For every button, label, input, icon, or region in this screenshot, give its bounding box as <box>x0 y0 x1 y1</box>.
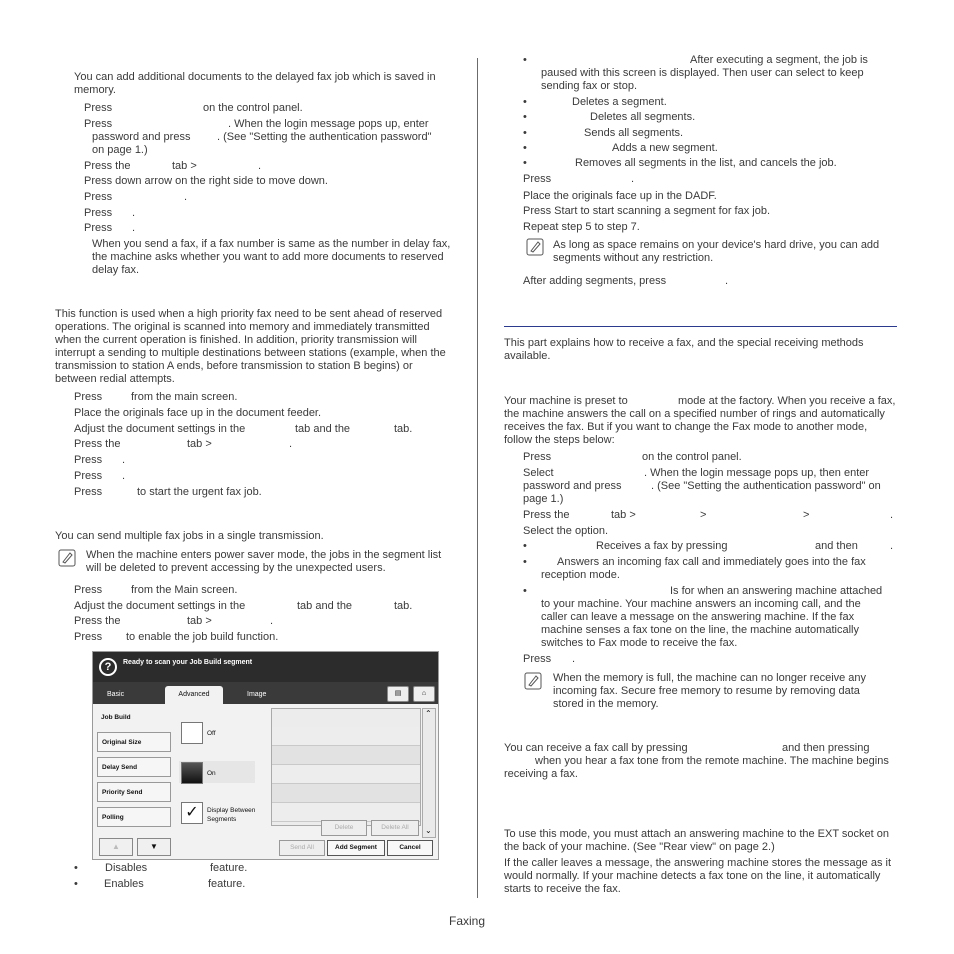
step-text: > <box>803 509 810 521</box>
note-icon <box>524 672 542 690</box>
screen-title: Ready to scan your Job Build segment <box>123 659 253 666</box>
bullet: • <box>523 127 527 139</box>
bullet-text: Deletes a segment. <box>572 96 667 108</box>
bullet-text: Enables <box>104 878 144 890</box>
tel-text: You can receive a fax call by pressing <box>504 742 688 754</box>
bullet-text: After executing a segment, the job is <box>690 54 868 66</box>
after-text: . <box>725 275 729 287</box>
tab-advanced[interactable]: Advanced <box>165 686 223 704</box>
bullet-text: feature. <box>210 862 248 874</box>
bullet: • <box>523 556 527 568</box>
step-text: Press <box>84 207 113 219</box>
bullet: • <box>74 862 78 874</box>
list-item[interactable] <box>272 784 420 803</box>
screen-header <box>93 652 438 682</box>
off-option-label: Off <box>207 730 216 737</box>
job-build-note: When the machine enters power saver mode, the jobs in the segment list will be deleted to prevent accessing by the unexpected users. <box>86 549 442 574</box>
list-scrollbar[interactable] <box>422 708 436 838</box>
step-text: page 1.) <box>523 493 564 505</box>
cancel-button[interactable]: Cancel <box>387 840 433 856</box>
segment-list <box>271 708 421 826</box>
note-icon <box>526 238 544 256</box>
bullet-text: paused with this screen is displayed. Then user can select to keep <box>541 67 864 79</box>
bullet-text: reception mode. <box>541 569 620 581</box>
step-text: Press the <box>74 438 121 450</box>
step-text: tab and the <box>297 600 353 612</box>
on-option-label: On <box>207 770 216 777</box>
menu-icon[interactable]: ▤ <box>387 686 409 702</box>
off-option-button[interactable] <box>181 722 203 744</box>
mode-intro: Your machine is preset to <box>504 395 628 407</box>
bullet-text: caller can leave a message on the answering machine. If the fax <box>541 611 855 623</box>
step-text: Press <box>74 454 103 466</box>
step-text: Press down arrow on the right side to move down. <box>84 175 328 187</box>
step-text: Press <box>74 584 103 596</box>
bullet-text: Removes all segments in the list, and cancels the job. <box>575 157 837 169</box>
bullet-text: Answers an incoming fax call and immediately goes into the fax <box>557 556 866 568</box>
step-text: Press <box>84 118 113 130</box>
bullet-text: and then <box>815 540 858 552</box>
step-text: password and press <box>523 480 622 492</box>
priority-intro: This function is used when a high priority fax need to be sent ahead of reserved operations. The original is scanned into memory and immediately transmitted when the current operation is finished. In addition, priority transmission will interrupt a sending to multiple destinations between stations (example, when the transmission to station A ends, before transmission to station B begins) or between redial attempts. <box>55 308 446 385</box>
step-text: Press <box>84 222 113 234</box>
scroll-down-icon[interactable]: ⌄ <box>425 826 432 835</box>
step-text: . <box>132 222 136 234</box>
step-text: from the Main screen. <box>131 584 238 596</box>
add-segment-button[interactable]: Add Segment <box>327 840 385 856</box>
step-text: . <box>132 207 136 219</box>
step-text: > <box>700 509 707 521</box>
page-up-button[interactable]: ▲ <box>99 838 133 856</box>
step-text: to start the urgent fax job. <box>137 486 262 498</box>
step-text: Place the originals face up in the document feeder. <box>74 407 322 419</box>
list-item[interactable] <box>272 727 420 746</box>
bullet: • <box>523 585 527 597</box>
step-text: Press <box>84 102 113 114</box>
display-between-segments-label: Display Between Segments <box>207 807 256 823</box>
send-all-button[interactable]: Send All <box>279 840 325 856</box>
step-text: Press <box>84 191 113 203</box>
answering-mode-p2: If the caller leaves a message, the answering machine stores the message as it would normally. If your machine detects a fax tone on the line, it automatically starts to receive the fax. <box>504 857 892 895</box>
bullet-text: Receives a fax by pressing <box>596 540 728 552</box>
step-text: . <box>270 615 274 627</box>
step-text: . <box>890 509 894 521</box>
list-item[interactable] <box>272 765 420 784</box>
step-text: . (See "Setting the authentication password" on <box>651 480 881 492</box>
step-text: Press <box>523 451 552 463</box>
step-text: tab > <box>172 160 197 172</box>
bullet-text: Adds a new segment. <box>612 142 718 154</box>
home-icon[interactable]: ⌂ <box>413 686 435 702</box>
display-between-segments-checkbox[interactable]: ✓ <box>181 802 203 824</box>
step-text: Select <box>523 467 554 479</box>
step-text: Press <box>523 173 552 185</box>
step-text: Adjust the document settings in the <box>74 600 246 612</box>
delay-add-note: When you send a fax, if a fax number is same as the number in delay fax, the machine asks whether you want to add more documents to reserved delay fax. <box>92 238 451 276</box>
step-text: Select the option. <box>523 525 609 537</box>
step-text: Press <box>523 653 552 665</box>
bullet-text: Deletes all segments. <box>590 111 696 123</box>
tab-basic[interactable]: Basic <box>107 691 125 698</box>
step-text: . <box>572 653 576 665</box>
priority-send-button[interactable]: Priority Send <box>97 782 171 802</box>
step-text: . When the login message pops up, then enter <box>644 467 870 479</box>
step-text: Press Start to start scanning a segment for fax job. <box>523 205 771 217</box>
tel-text: and then pressing <box>782 742 870 754</box>
step-text: Press the <box>84 160 131 172</box>
bullet-text: Disables <box>105 862 148 874</box>
step-text: tab > <box>187 615 212 627</box>
step-text: password and press <box>92 131 191 143</box>
note-icon <box>58 549 76 567</box>
step-text: to enable the job build function. <box>126 631 279 643</box>
step-text: . <box>289 438 293 450</box>
step-text: Press the <box>523 509 570 521</box>
step-text: Repeat step 5 to step 7. <box>523 221 640 233</box>
step-text: . (See "Setting the authentication password" <box>217 131 432 143</box>
section-rule <box>504 326 897 327</box>
step-text: Press <box>74 486 103 498</box>
step-text: on the control panel. <box>642 451 742 463</box>
bullet-text: to your machine. Your machine answers an incoming call, and the <box>541 598 861 610</box>
step-text: Place the originals face up in the DADF. <box>523 190 717 202</box>
step-text: . <box>184 191 188 203</box>
step-text: Press <box>74 631 103 643</box>
page-down-button[interactable]: ▼ <box>137 838 171 856</box>
bullet-text: . <box>890 540 894 552</box>
tab-bar <box>93 682 438 704</box>
bullet: • <box>523 142 527 154</box>
after-text: After adding segments, press <box>523 275 667 287</box>
bullet: • <box>523 96 527 108</box>
delay-add-intro: You can add additional documents to the delayed fax job which is saved in memory. <box>74 71 436 96</box>
job-build-screen <box>92 651 439 860</box>
step-text: tab > <box>611 509 636 521</box>
list-item[interactable] <box>272 746 420 765</box>
step-text: on the control panel. <box>203 102 303 114</box>
delay-send-button[interactable]: Delay Send <box>97 757 171 777</box>
bullet: • <box>523 111 527 123</box>
polling-button[interactable]: Polling <box>97 807 171 827</box>
step-text: tab and the <box>295 423 351 435</box>
delete-all-button[interactable]: Delete All <box>371 820 419 836</box>
page-footer: Faxing <box>449 914 486 928</box>
bullet: • <box>523 540 527 552</box>
job-build-button[interactable]: Job Build <box>101 714 131 721</box>
tel-text-rest: when you hear a fax tone from the remote machine. The machine begins receiving a fax. <box>504 755 889 780</box>
column-divider <box>477 58 478 898</box>
delete-button[interactable]: Delete <box>321 820 367 836</box>
step-text: . <box>631 173 635 185</box>
step-text: . <box>122 454 126 466</box>
bullet-text: Is for when an answering machine attached <box>670 585 883 597</box>
step-text: tab. <box>394 600 413 612</box>
scroll-up-icon[interactable]: ⌃ <box>425 709 432 718</box>
bullet: • <box>523 54 527 66</box>
segments-note: As long as space remains on your device's hard drive, you can add segments without any restriction. <box>553 239 880 264</box>
step-text: . <box>122 470 126 482</box>
step-text: Press <box>74 470 103 482</box>
step-text: tab. <box>394 423 413 435</box>
bullet: • <box>523 157 527 169</box>
bullet-text: switches to Fax mode to receive the fax. <box>541 637 738 649</box>
bullet-text: Sends all segments. <box>584 127 684 139</box>
bullet: • <box>74 878 78 890</box>
bullet-text: sending fax or stop. <box>541 80 638 92</box>
help-icon[interactable]: ? <box>99 658 117 676</box>
step-text: Press <box>74 391 103 403</box>
memory-full-note: When the memory is full, the machine can no longer receive any incoming fax. Secure free memory to resume by removing data stored in the memory. <box>553 672 867 710</box>
bullet-text: machine senses a fax tone on the line, the machine automatically <box>541 624 859 636</box>
mode-intro-rest: the machine answers the call on a specified number of rings and automatically receives the fax. But if you want to change the Fax mode to another mode, follow the steps below: <box>504 408 885 446</box>
step-text: Adjust the document settings in the <box>74 423 246 435</box>
mode-intro: mode at the factory. When you receive a fax, <box>678 395 896 407</box>
original-size-button[interactable]: Original Size <box>97 732 171 752</box>
step-text: . <box>258 160 262 172</box>
step-text: on page 1.) <box>92 144 148 156</box>
answering-mode-p1: To use this mode, you must attach an answering machine to the EXT socket on the back of your machine. (See "Rear view" on page 2.) <box>504 828 890 853</box>
step-text: from the main screen. <box>131 391 238 403</box>
step-text: Press the <box>74 615 121 627</box>
job-build-intro: You can send multiple fax jobs in a single transmission. <box>55 530 324 542</box>
step-text: tab > <box>187 438 212 450</box>
tab-image[interactable]: Image <box>247 691 267 698</box>
on-option-button[interactable] <box>181 762 203 784</box>
step-text: . When the login message pops up, enter <box>228 118 429 130</box>
receive-intro: This part explains how to receive a fax, and the special receiving methods available. <box>504 337 864 362</box>
bullet-text: feature. <box>208 878 246 890</box>
